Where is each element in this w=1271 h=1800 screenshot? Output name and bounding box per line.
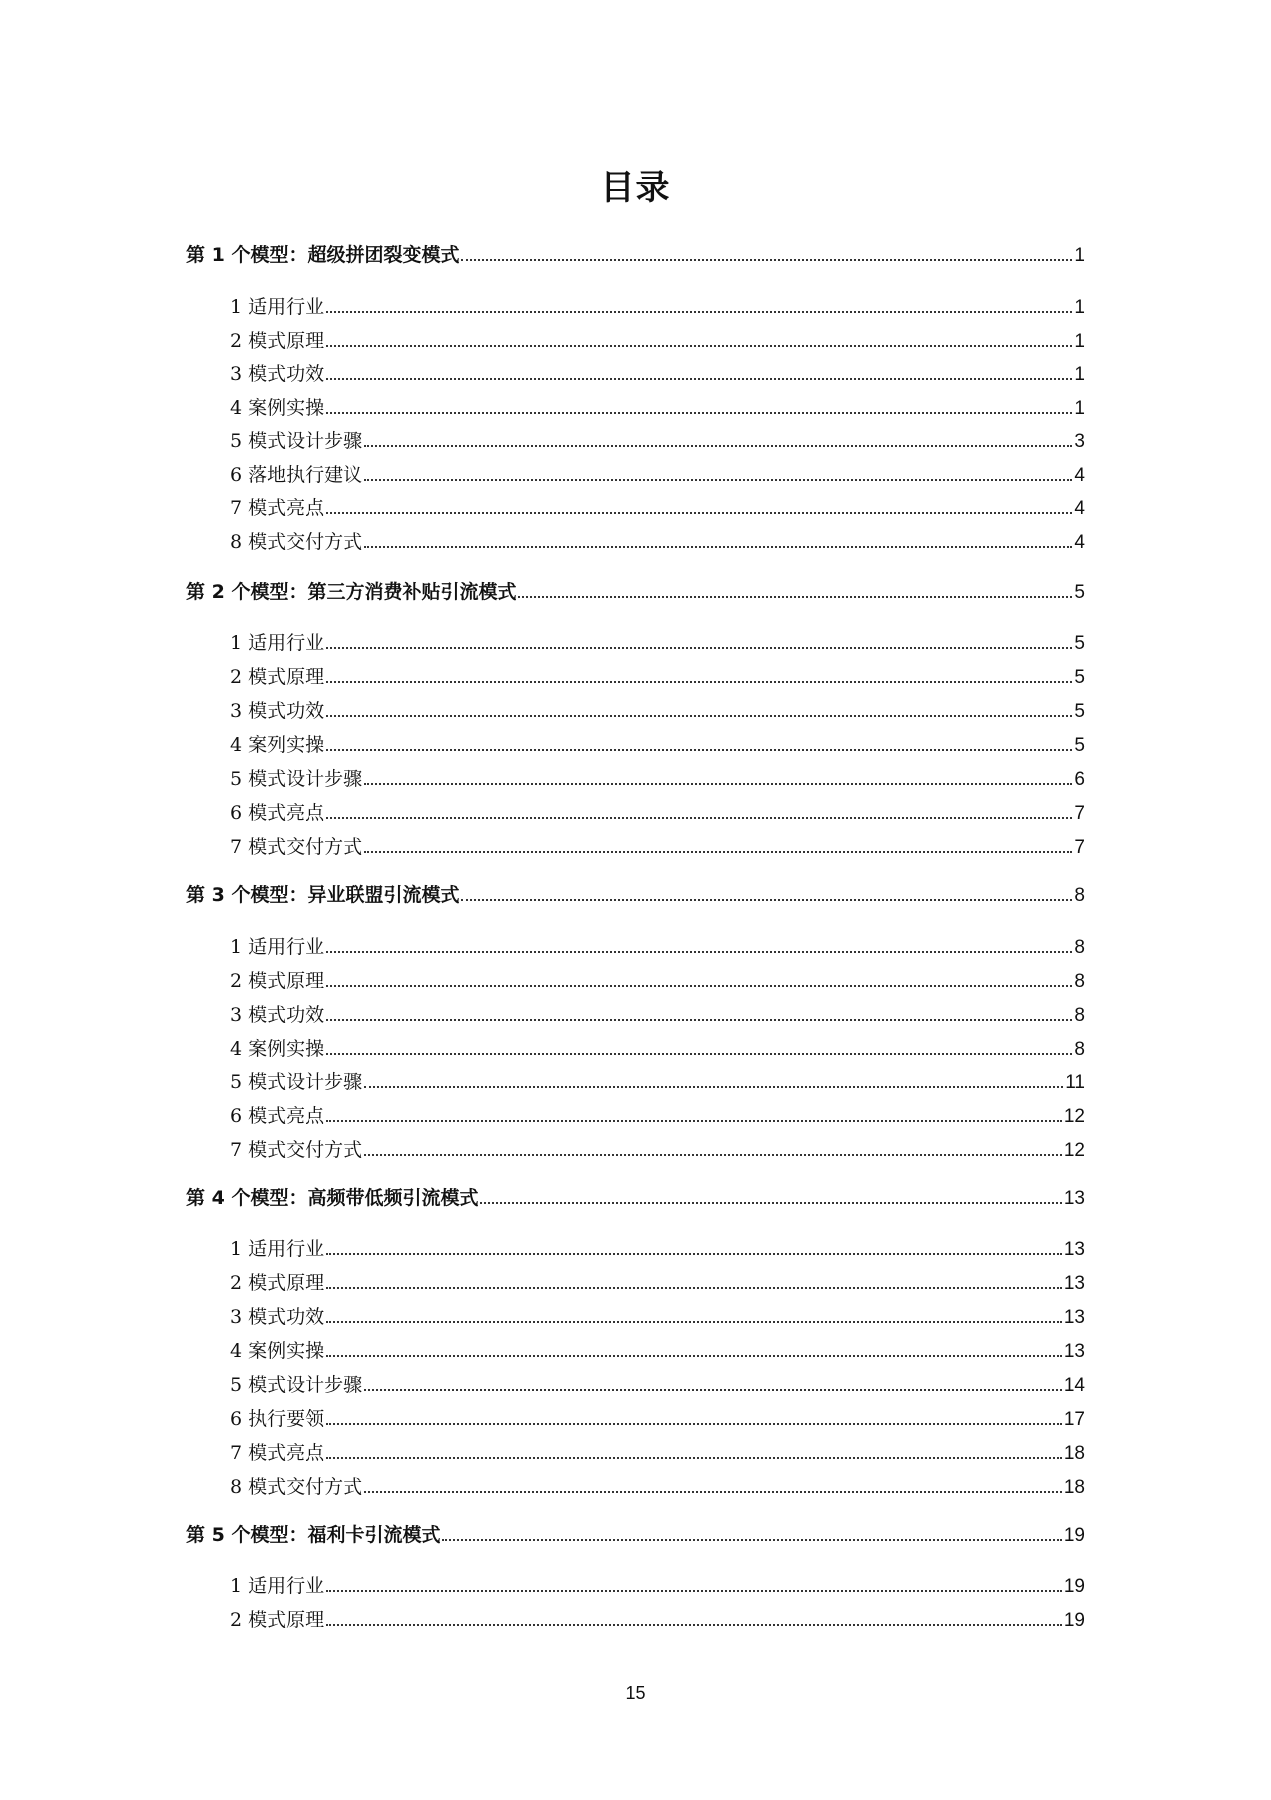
dot-leader xyxy=(326,1120,1062,1122)
dot-leader xyxy=(461,899,1072,901)
toc-page-number: 1 xyxy=(1074,331,1085,352)
toc-section[interactable] xyxy=(230,1135,1085,1165)
toc-entry-label: 5 模式设计步骤 xyxy=(230,1071,363,1093)
dot-leader xyxy=(326,412,1072,414)
dot-leader xyxy=(326,647,1072,649)
dot-leader xyxy=(326,1287,1062,1289)
toc-page-number: 5 xyxy=(1074,633,1085,654)
toc-entry-label: 3 模式功效 xyxy=(230,1306,325,1328)
toc-section[interactable] xyxy=(230,292,1085,322)
dot-leader xyxy=(326,715,1072,717)
toc-page-number: 19 xyxy=(1063,1576,1085,1597)
toc-chapter[interactable] xyxy=(186,1183,1085,1213)
dot-leader xyxy=(326,951,1072,953)
toc-page-number: 1 xyxy=(1074,364,1085,385)
dot-leader xyxy=(480,1202,1061,1204)
toc-entry-label: 4 案例实操 xyxy=(230,397,325,419)
toc-section[interactable] xyxy=(230,493,1085,523)
toc-section[interactable] xyxy=(230,1034,1085,1064)
page-title: 目录 xyxy=(600,168,671,208)
toc-section[interactable] xyxy=(230,1605,1085,1635)
toc-entry-label: 5 模式设计步骤 xyxy=(230,430,363,452)
toc-page-number: 8 xyxy=(1074,885,1085,906)
toc-page-number: 13 xyxy=(1063,1188,1085,1209)
toc-section[interactable] xyxy=(230,1067,1085,1097)
toc-page-number: 11 xyxy=(1065,1072,1085,1093)
dot-leader xyxy=(442,1539,1061,1541)
dot-leader xyxy=(326,1321,1062,1323)
dot-leader xyxy=(326,1423,1062,1425)
toc-section[interactable] xyxy=(230,1101,1085,1131)
toc-entry-label: 8 模式交付方式 xyxy=(230,1476,363,1498)
toc-page-number: 4 xyxy=(1074,532,1085,553)
toc-page-number: 3 xyxy=(1074,431,1085,452)
toc-entry-label: 2 模式原理 xyxy=(230,330,325,352)
dot-leader xyxy=(364,1491,1062,1493)
dot-leader xyxy=(364,1154,1062,1156)
dot-leader xyxy=(326,1624,1062,1626)
dot-leader xyxy=(364,851,1072,853)
toc-section[interactable] xyxy=(230,1268,1085,1298)
toc-section[interactable] xyxy=(230,1000,1085,1030)
toc-entry-label: 1 适用行业 xyxy=(230,632,325,654)
toc-page-number: 8 xyxy=(1074,971,1085,992)
dot-leader xyxy=(326,817,1072,819)
toc-section[interactable] xyxy=(230,460,1085,490)
dot-leader xyxy=(326,1019,1072,1021)
toc-page-number: 5 xyxy=(1074,701,1085,722)
dot-leader xyxy=(364,479,1072,481)
toc-chapter[interactable] xyxy=(186,1520,1085,1550)
toc-page-number: 8 xyxy=(1074,937,1085,958)
toc-entry-label: 6 模式亮点 xyxy=(230,1105,325,1127)
toc-entry-label: 6 模式亮点 xyxy=(230,802,325,824)
toc-entry-label: 第 3 个模型：异业联盟引流模式 xyxy=(186,884,460,906)
toc-entry-label: 第 4 个模型：高频带低频引流模式 xyxy=(186,1187,479,1209)
toc-page-number: 13 xyxy=(1063,1307,1085,1328)
dot-leader xyxy=(364,1389,1062,1391)
toc-section[interactable] xyxy=(230,832,1085,862)
toc-section[interactable] xyxy=(230,1370,1085,1400)
dot-leader xyxy=(326,1355,1062,1357)
toc-entry-label: 4 案例实操 xyxy=(230,1340,325,1362)
toc-page-number: 5 xyxy=(1074,582,1085,603)
toc-page-number: 19 xyxy=(1063,1525,1085,1546)
toc-page-number: 13 xyxy=(1063,1239,1085,1260)
toc-section[interactable] xyxy=(230,966,1085,996)
toc-page-number: 7 xyxy=(1074,837,1085,858)
dot-leader xyxy=(326,681,1072,683)
toc-entry-label: 第 2 个模型：第三方消费补贴引流模式 xyxy=(186,581,517,603)
toc-page-number: 13 xyxy=(1063,1273,1085,1294)
toc-page-number: 18 xyxy=(1063,1477,1085,1498)
toc-section[interactable] xyxy=(230,359,1085,389)
dot-leader xyxy=(364,546,1072,548)
dot-leader xyxy=(326,749,1072,751)
toc-page-number: 18 xyxy=(1063,1443,1085,1464)
toc-entry-label: 2 模式原理 xyxy=(230,666,325,688)
toc-entry-label: 3 模式功效 xyxy=(230,363,325,385)
toc-entry-label: 7 模式亮点 xyxy=(230,497,325,519)
toc-page-number: 5 xyxy=(1074,735,1085,756)
dot-leader xyxy=(326,985,1072,987)
toc-page-number: 8 xyxy=(1074,1005,1085,1026)
toc-page-number: 19 xyxy=(1063,1610,1085,1631)
toc-section[interactable] xyxy=(230,662,1085,692)
dot-leader xyxy=(326,1053,1072,1055)
toc-entry-label: 3 模式功效 xyxy=(230,1004,325,1026)
toc-entry-label: 3 模式功效 xyxy=(230,700,325,722)
toc-entry-label: 第 5 个模型：福利卡引流模式 xyxy=(186,1524,441,1546)
toc-page-number: 7 xyxy=(1074,803,1085,824)
toc-section[interactable] xyxy=(230,798,1085,828)
dot-leader xyxy=(364,1086,1063,1088)
dot-leader xyxy=(326,1253,1062,1255)
toc-chapter[interactable] xyxy=(186,240,1085,270)
dot-leader xyxy=(326,1457,1062,1459)
toc-entry-label: 4 案列实操 xyxy=(230,734,325,756)
dot-leader xyxy=(326,345,1072,347)
toc-page-number: 12 xyxy=(1063,1140,1085,1161)
toc-page-number: 4 xyxy=(1074,498,1085,519)
toc-entry-label: 6 落地执行建议 xyxy=(230,464,363,486)
dot-leader xyxy=(326,512,1072,514)
toc-entry-label: 5 模式设计步骤 xyxy=(230,768,363,790)
toc-section[interactable] xyxy=(230,764,1085,794)
toc-page-number: 1 xyxy=(1074,245,1085,266)
toc-section[interactable] xyxy=(230,628,1085,658)
dot-leader xyxy=(461,259,1072,261)
toc-page-number: 5 xyxy=(1074,667,1085,688)
toc-page-number: 17 xyxy=(1063,1409,1085,1430)
toc-page-number: 6 xyxy=(1074,769,1085,790)
toc-entry-label: 7 模式交付方式 xyxy=(230,1139,363,1161)
toc-entry-label: 7 模式交付方式 xyxy=(230,836,363,858)
toc-chapter[interactable] xyxy=(186,880,1085,910)
toc-section[interactable] xyxy=(230,1438,1085,1468)
toc-entry-label: 6 执行要领 xyxy=(230,1408,325,1430)
dot-leader xyxy=(326,311,1072,313)
toc-page-number: 8 xyxy=(1074,1039,1085,1060)
dot-leader xyxy=(518,596,1072,598)
toc-section[interactable] xyxy=(230,1571,1085,1601)
toc-section[interactable] xyxy=(230,393,1085,423)
toc-entry-label: 4 案例实操 xyxy=(230,1038,325,1060)
toc-entry-label: 2 模式原理 xyxy=(230,970,325,992)
dot-leader xyxy=(326,378,1072,380)
toc-page-number: 13 xyxy=(1063,1341,1085,1362)
toc-chapter[interactable] xyxy=(186,577,1085,607)
toc-section[interactable] xyxy=(230,527,1085,557)
toc-entry-label: 8 模式交付方式 xyxy=(230,531,363,553)
toc-section[interactable] xyxy=(230,730,1085,760)
toc-section[interactable] xyxy=(230,1336,1085,1366)
dot-leader xyxy=(364,445,1072,447)
toc-entry-label: 1 适用行业 xyxy=(230,296,325,318)
toc-section[interactable] xyxy=(230,932,1085,962)
toc-entry-label: 1 适用行业 xyxy=(230,1575,325,1597)
page-number: 15 xyxy=(625,1683,646,1703)
dot-leader xyxy=(326,1590,1062,1592)
toc-entry-label: 2 模式原理 xyxy=(230,1272,325,1294)
toc-entry-label: 2 模式原理 xyxy=(230,1609,325,1631)
toc-section[interactable] xyxy=(230,1404,1085,1434)
toc-entry-label: 1 适用行业 xyxy=(230,1238,325,1260)
toc-page-number: 12 xyxy=(1063,1106,1085,1127)
toc-entry-label: 第 1 个模型：超级拼团裂变模式 xyxy=(186,244,460,266)
toc-section[interactable] xyxy=(230,426,1085,456)
toc-entry-label: 5 模式设计步骤 xyxy=(230,1374,363,1396)
toc-entry-label: 7 模式亮点 xyxy=(230,1442,325,1464)
toc-section[interactable] xyxy=(230,1234,1085,1264)
toc-section[interactable] xyxy=(230,326,1085,356)
toc-entry-label: 1 适用行业 xyxy=(230,936,325,958)
toc-page-number: 4 xyxy=(1074,465,1085,486)
toc-section[interactable] xyxy=(230,1472,1085,1502)
toc-page-number: 14 xyxy=(1063,1375,1085,1396)
toc-page-number: 1 xyxy=(1074,398,1085,419)
toc-section[interactable] xyxy=(230,696,1085,726)
toc-page-number: 1 xyxy=(1074,297,1085,318)
dot-leader xyxy=(364,783,1072,785)
toc-section[interactable] xyxy=(230,1302,1085,1332)
